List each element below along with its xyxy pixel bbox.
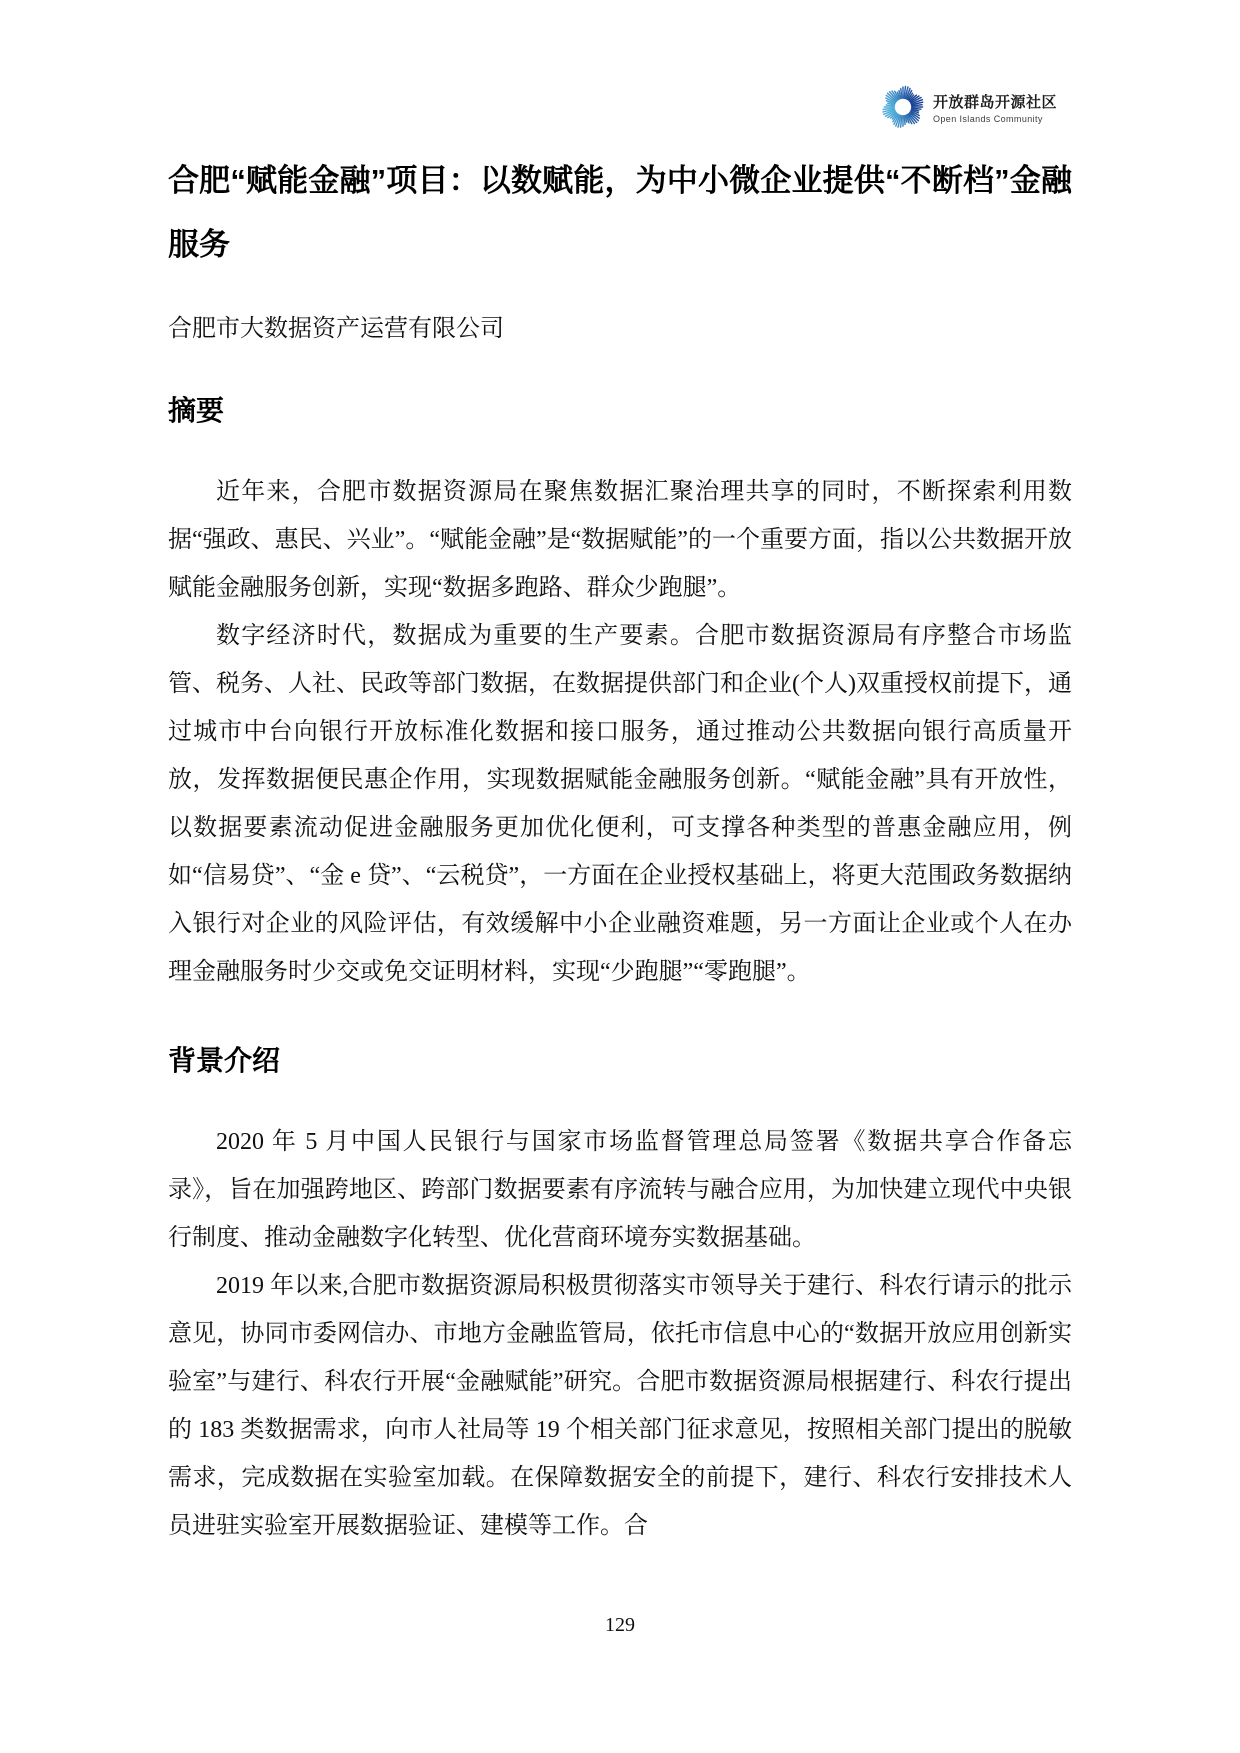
background-paragraph-2: 2019 年以来,合肥市数据资源局积极贯彻落实市领导关于建行、科农行请示的批示意见，协同市委网信办、市地方金融监管局，依托市信息中心的“数据开放应用创新实验室”与建行、科农行开展“金融赋能”研究。合肥市数据资源局根据建行、科农行提出的 183 类数据需求，向市人社局等 19 个相关部门征求意见，按照相关部门提出的脱敏需求，完成数据在实验室加载。在保障数据安全的前提下，建行、科农行安排技术人员进驻实验室开展数据验证、建模等工作。合 <box>168 1273 1072 1539</box>
logo <box>880 84 1057 130</box>
abstract-paragraph-2: 数字经济时代，数据成为重要的生产要素。合肥市数据资源局有序整合市场监管、税务、人社、民政等部门数据，在数据提供部门和企业(个人)双重授权前提下，通过城市中台向银行开放标准化数据和接口服务，通过推动公共数据向银行高质量开放，发挥数据便民惠企作用，实现数据赋能金融服务创新。“赋能金融”具有开放性，以数据要素流动促进金融服务更加优化便利，可支撑各种类型的普惠金融应用，例如“信易贷”、“金 e 贷”、“云税贷”，一方面在企业授权基础上，将更大范围政务数据纳入银行对企业的风险评估，有效缓解中小企业融资难题，另一方面让企业或个人在办理金融服务时少交或免交证明材料，实现“少跑腿”“零跑腿”。 <box>168 623 1072 985</box>
author-line: 合肥市大数据资产运营有限公司 <box>168 316 504 342</box>
section-heading-abstract: 摘要 <box>168 395 225 426</box>
section-heading-background: 背景介绍 <box>168 1045 281 1076</box>
sunburst-logo-icon <box>880 84 926 130</box>
page-number: 129 <box>605 1614 635 1636</box>
document-content <box>168 0 1072 1550</box>
logo-subtitle: Open Islands Community <box>932 113 1043 124</box>
section-abstract <box>168 392 1072 996</box>
document-title: 合肥“赋能金融”项目：以数赋能，为中小微企业提供“不断档”金融服务 <box>168 163 1072 262</box>
section-background <box>168 1042 1072 1550</box>
abstract-paragraph-1: 近年来，合肥市数据资源局在聚焦数据汇聚治理共享的同时，不断探索利用数据“强政、惠民、兴业”。“赋能金融”是“数据赋能”的一个重要方面，指以公共数据开放赋能金融服务创新，实现“数据多跑路、群众少跑腿”。 <box>168 479 1072 601</box>
background-paragraph-1: 2020 年 5 月中国人民银行与国家市场监督管理总局签署《数据共享合作备忘录》，旨在加强跨地区、跨部门数据要素有序流转与融合应用，为加快建立现代中央银行制度、推动金融数字化转型、优化营商环境夯实数据基础。 <box>168 1129 1072 1251</box>
logo-text <box>933 91 1057 124</box>
logo-title: 开放群岛开源社区 <box>932 93 1057 111</box>
